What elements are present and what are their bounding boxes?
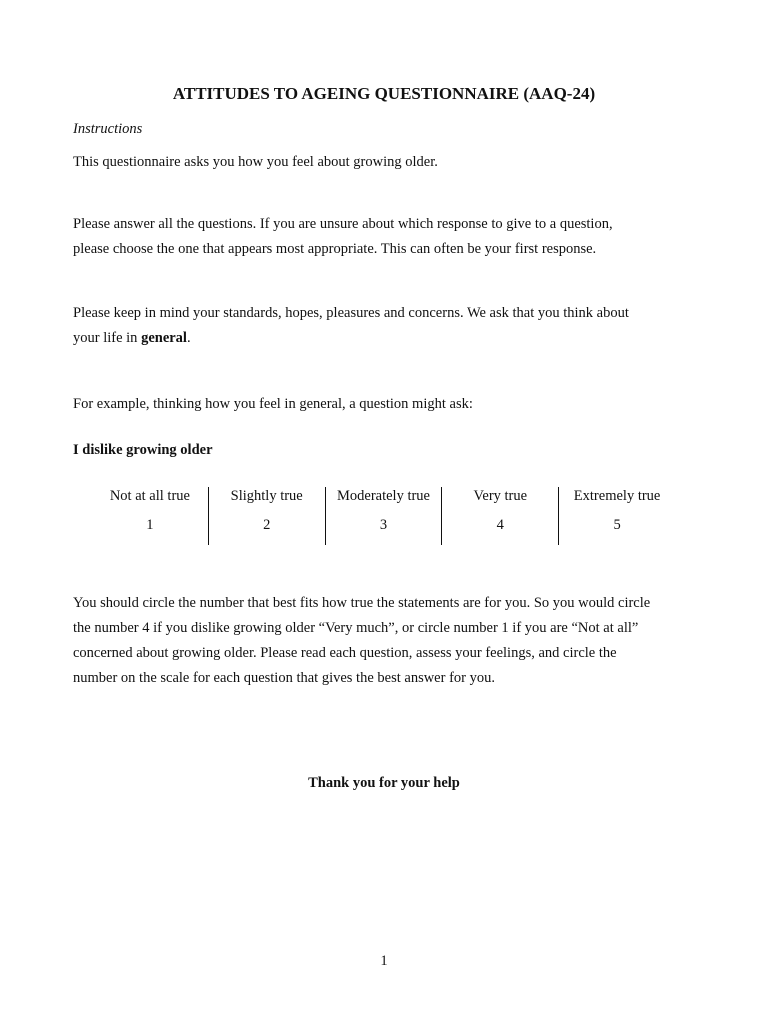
scale-option-5	[558, 487, 675, 545]
document-title: ATTITUDES TO AGEING QUESTIONNAIRE (AAQ-24)	[172, 84, 596, 103]
scale-option-4	[441, 487, 558, 545]
answer-instructions-paragraph	[73, 212, 613, 262]
scale-option-number: 1	[146, 517, 154, 533]
scale-option-number: 5	[613, 517, 621, 533]
paragraph-line: concerned about growing older. Please read each question, assess your feelings, and circle the	[73, 645, 617, 661]
scale-option-label: Very true	[473, 488, 528, 504]
page-number: 1	[380, 953, 388, 969]
scale-option-label: Not at all true	[109, 488, 190, 504]
paragraph-line: please choose the one that appears most appropriate. This can often be your first response.	[73, 241, 597, 257]
paragraph-line: number on the scale for each question that gives the best answer for you.	[73, 670, 495, 686]
scale-option-2	[208, 487, 325, 545]
circle-instructions-paragraph	[73, 591, 650, 691]
response-scale	[92, 487, 675, 545]
instructions-heading: Instructions	[73, 121, 143, 137]
emphasis-text: general	[141, 330, 187, 346]
paragraph-line: You should circle the number that best fits how true the statements are for you. So you would circle	[73, 595, 651, 611]
scale-option-number: 3	[379, 517, 388, 533]
thank-you-note: Thank you for your help	[308, 775, 460, 791]
paragraph-text: .	[186, 330, 191, 346]
paragraph-text: your life in	[73, 330, 142, 346]
scale-option-3	[325, 487, 442, 545]
general-life-paragraph	[73, 301, 629, 351]
scale-option-label: Moderately true	[336, 488, 430, 504]
scale-option-label: Slightly true	[230, 488, 303, 504]
scale-option-1	[92, 487, 208, 545]
scale-option-number: 4	[496, 517, 504, 533]
paragraph-line	[73, 326, 629, 351]
intro-paragraph: This questionnaire asks you how you feel about growing older.	[73, 154, 438, 170]
paragraph-line: Please answer all the questions. If you are unsure about which response to give to a question,	[73, 216, 613, 232]
example-question: I dislike growing older	[73, 442, 213, 458]
paragraph-line: the number 4 if you dislike growing older “Very much”, or circle number 1 if you are “Not at all”	[73, 620, 639, 636]
scale-option-label: Extremely true	[573, 488, 661, 504]
example-intro: For example, thinking how you feel in general, a question might ask:	[73, 396, 473, 412]
scale-option-number: 2	[263, 517, 271, 533]
paragraph-line: Please keep in mind your standards, hopes, pleasures and concerns. We ask that you think about	[73, 305, 629, 321]
